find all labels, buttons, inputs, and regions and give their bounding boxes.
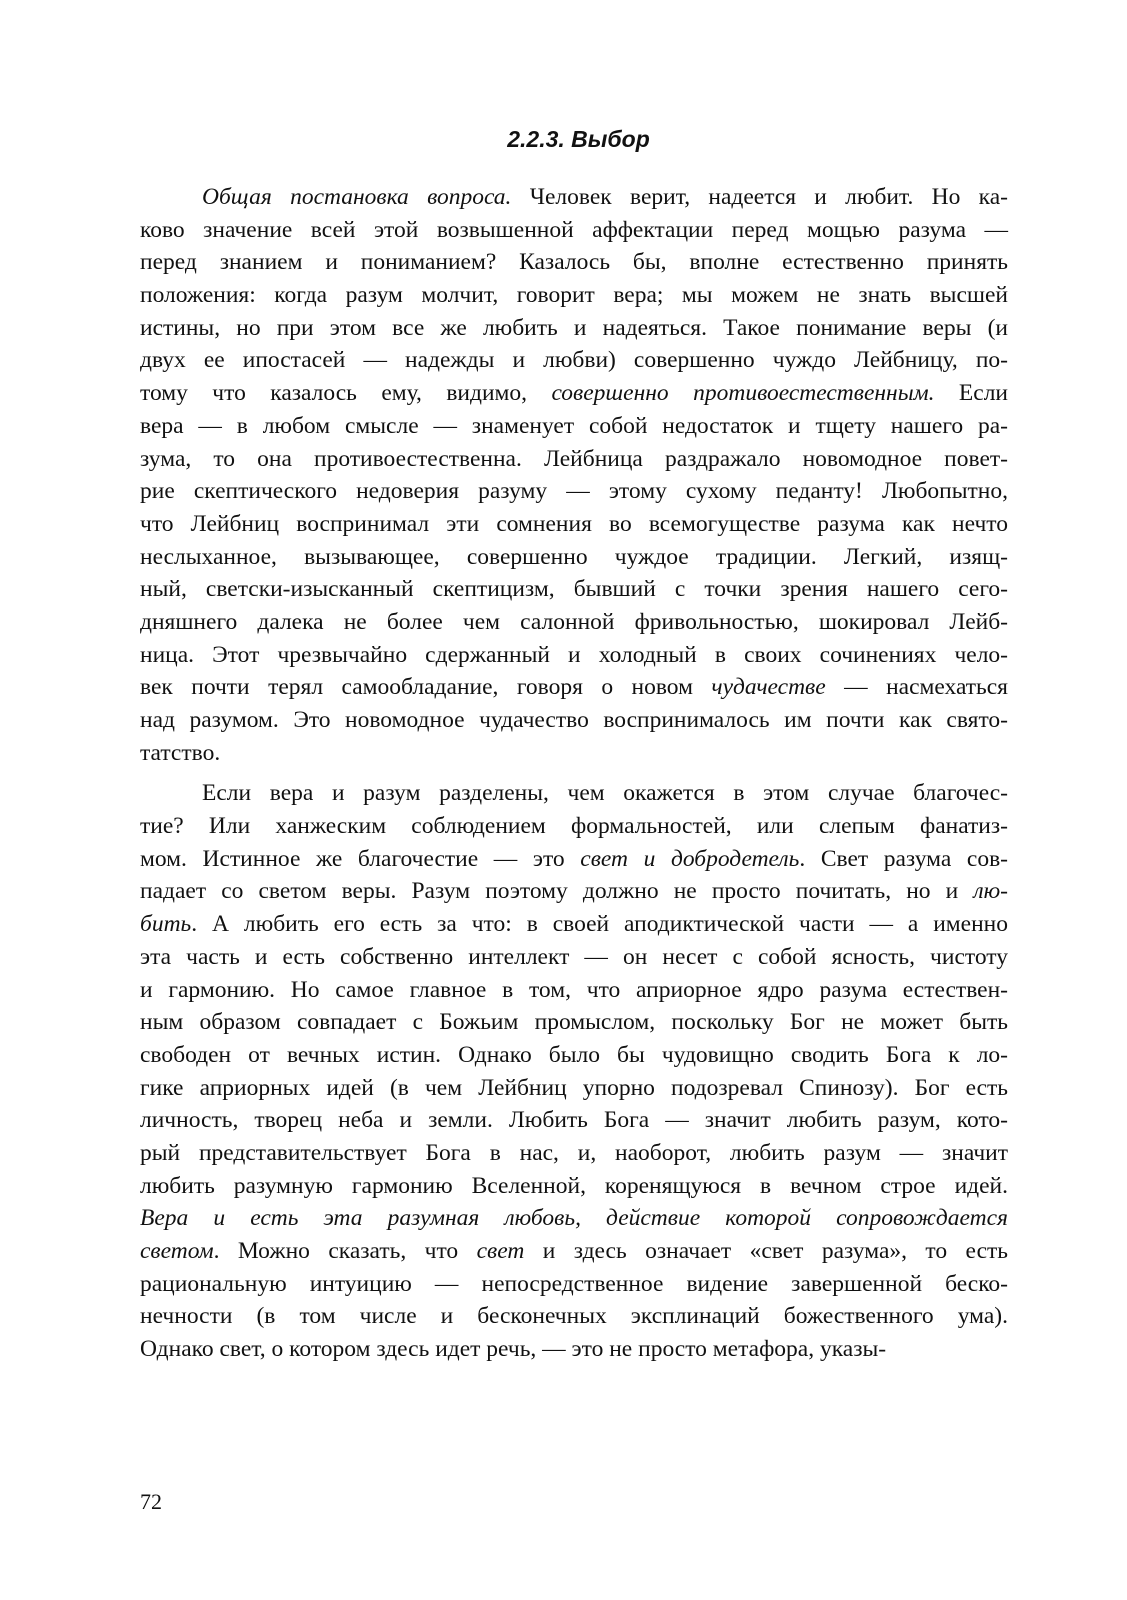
text-line — [140, 508, 1008, 541]
text-line — [140, 344, 1008, 377]
text-line — [140, 843, 1008, 876]
paragraph — [140, 181, 1008, 769]
text-line — [140, 377, 1008, 410]
text-run: Человек верит, надеется и любит. Но ка- — [511, 184, 1008, 210]
text-run: рациональную интуицию — непосредственное видение завершенной беско- — [140, 1270, 1008, 1297]
text-line — [140, 1006, 1008, 1039]
text-line — [140, 181, 1008, 214]
text-run: . А любить его есть за что: в своей аподиктической части — а именно — [191, 911, 1008, 938]
paragraph — [140, 777, 1008, 1365]
text-line — [140, 1039, 1008, 1072]
text-run: личность, творец неба и земли. Любить Бога — значит любить разум, кото- — [140, 1107, 1008, 1134]
text-run: ный, светски-изысканный скептицизм, бывший с точки зрения нашего сего- — [140, 576, 1008, 603]
text-run: свободен от вечных истин. Однако было бы чудовищно сводить Бога к ло- — [140, 1041, 1008, 1068]
text-line — [140, 312, 1008, 345]
text-line — [140, 908, 1008, 941]
text-line — [140, 875, 1008, 908]
text-run: падает со светом веры. Разум поэтому должно не просто почитать, но и — [140, 878, 974, 905]
text-run: над разумом. Это новомодное чудачество воспринималось им почти как свято- — [140, 707, 1008, 733]
text-run: вера — в любом смысле — знаменует собой недостаток и тщету нашего ра- — [140, 412, 1008, 439]
text-line — [140, 1300, 1008, 1333]
text-run: . Свет разума сов- — [799, 845, 1008, 872]
text-run: мом. Истинное же благочестие — это — [140, 845, 581, 872]
italic-text: Общая постановка вопроса. — [202, 184, 512, 210]
text-run: неслыханное, вызывающее, совершенно чуждое традиции. Легкий, изящ- — [140, 543, 1008, 570]
italic-text: светом — [140, 1238, 214, 1264]
text-line — [140, 541, 1008, 574]
page-number: 72 — [140, 1489, 162, 1514]
text-run: дняшнего далека не более чем салонной фривольностью, шокировал Лейб- — [140, 608, 1008, 635]
text-run: век почти терял самообладание, говоря о новом — [140, 674, 712, 701]
italic-text: Вера и есть эта разумная любовь, действие которой сопровождается — [140, 1205, 1008, 1232]
italic-text: бить — [140, 911, 192, 938]
text-run: татство. — [140, 739, 221, 766]
text-run: — насмехаться — [825, 674, 1008, 701]
text-line — [140, 810, 1008, 843]
text-line — [140, 639, 1008, 672]
text-run: Однако свет, о котором здесь идет речь, — это не просто метафора, указы- — [140, 1336, 887, 1363]
text-run: Если — [934, 380, 1008, 407]
text-line — [140, 410, 1008, 443]
section-heading: 2.2.3. Выбор — [507, 126, 650, 152]
text-line — [140, 737, 1008, 770]
paragraph-gap — [140, 769, 1008, 777]
text-run: гике априорных идей (в чем Лейбниц упорно подозревал Спинозу). Бог есть — [140, 1074, 1008, 1101]
text-run: нечности (в том числе и бесконечных эксплинаций божественного ума). — [140, 1303, 1008, 1330]
text-line — [140, 475, 1008, 508]
text-run: любить разумную гармонию Вселенной, коренящуюся в вечном строе идей. — [140, 1172, 1008, 1199]
text-line — [140, 1235, 1008, 1268]
text-run: зума, то она противоестественна. Лейбница раздражало новомодное повет- — [140, 445, 1008, 472]
text-line — [140, 1104, 1008, 1137]
text-line — [140, 443, 1008, 476]
text-line — [140, 671, 1008, 704]
text-line — [140, 777, 1008, 810]
text-line — [140, 1202, 1008, 1235]
text-run: рый представительствует Бога в нас, и, наоборот, любить разум — значит — [140, 1139, 1008, 1166]
text-line — [140, 246, 1008, 279]
text-run: истины, но при этом все же любить и надеяться. Такое понимание веры (и — [140, 314, 1008, 341]
text-line — [140, 1170, 1008, 1203]
text-run: положения: когда разум молчит, говорит вера; мы можем не знать высшей — [140, 282, 1008, 309]
text-run: перед знанием и пониманием? Казалось бы, вполне естественно принять — [140, 249, 1008, 276]
text-line — [140, 704, 1008, 737]
text-line — [140, 573, 1008, 606]
text-line — [140, 606, 1008, 639]
text-run: ково значение всей этой возвышенной аффектации перед мощью разума — — [140, 216, 1008, 243]
text-run: и гармонию. Но самое главное в том, что априорное ядро разума естествен- — [140, 976, 1008, 1003]
text-run: . Можно сказать, что — [213, 1238, 477, 1264]
text-run: тие? Или ханжеским соблюдением формальностей, или слепым фанатиз- — [140, 813, 1008, 840]
text-line — [140, 214, 1008, 247]
text-run: двух ее ипостасей — надежды и любви) совершенно чуждо Лейбницу, по- — [140, 347, 1008, 374]
text-run: ным образом совпадает с Божьим промыслом, поскольку Бог не может быть — [140, 1009, 1008, 1036]
italic-text: чудачестве — [711, 674, 826, 701]
italic-text: свет — [476, 1238, 525, 1264]
text-line — [140, 941, 1008, 974]
text-line — [140, 279, 1008, 312]
text-line — [140, 1333, 1008, 1366]
italic-text: совершенно противоестественным. — [551, 380, 935, 407]
text-line — [140, 974, 1008, 1007]
body-text — [140, 181, 1008, 1366]
text-line — [140, 1268, 1008, 1301]
text-run: ница. Этот чрезвычайно сдержанный и холодный в своих сочинениях чело- — [140, 641, 1008, 668]
text-line — [140, 1137, 1008, 1170]
italic-text: лю- — [973, 878, 1008, 905]
italic-text: свет и добродетель — [580, 845, 800, 872]
text-run: тому что казалось ему, видимо, — [140, 380, 552, 407]
text-run: рие скептического недоверия разуму — этому сухому педанту! Любопытно, — [140, 478, 1008, 505]
text-run: что Лейбниц воспринимал эти сомнения во всемогуществе разума как нечто — [140, 510, 1008, 537]
text-run: и здесь означает «свет разума», то есть — [524, 1238, 1008, 1264]
text-line — [140, 1072, 1008, 1105]
text-run: Если вера и разум разделены, чем окажется в этом случае благочес- — [202, 780, 1008, 807]
text-run: эта часть и есть собственно интеллект — он несет с собой ясность, чистоту — [140, 943, 1008, 970]
